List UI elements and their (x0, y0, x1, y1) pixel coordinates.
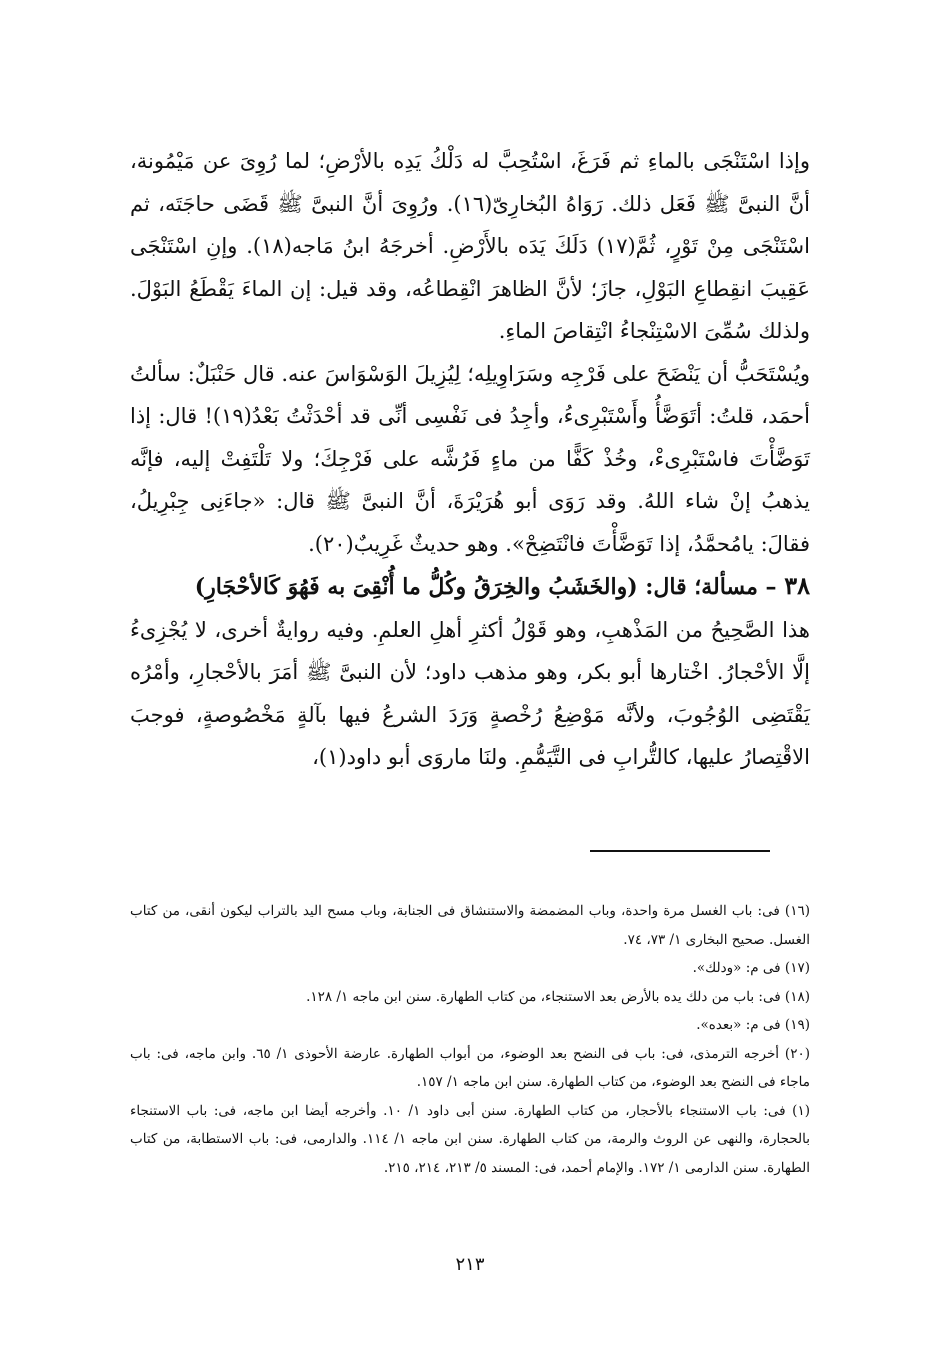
paragraph-2: ويُسْتَحَبُّ أن يَنْضَحَ على فَرْجِه وسَرَاوِيلِه؛ لِيُزِيلَ الوَسْوَاسَ عنه. قال حَنْبَلٌ: سألتُ أحمَد، قلتُ: أتَوَضَّأُ وأَسْتَبْرِىءُ، وأجِدُ فى نَفْسِى أنِّى قد أحْدَثْتُ بَعْدُ(١٩)! قال: إذا تَوَضَّأْتَ فاسْتَبْرِىءْ، وخُذْ كَفًّا من ماءٍ فَرُشَّه على فَرْجِكَ؛ ولا تَلْتَفِتْ إليه، فإنَّه يذهبُ إنْ شاء اللهُ. وقد رَوَى أبو هُرَيْرَةَ، أنَّ النبىَّ ﷺ قال: «جاءَنِى جِبْرِيلُ، فقالَ: يامُحمَّدُ، إذا تَوَضَّأْتَ فانْتَضِحْ». وهو حديثٌ غَرِيبٌ(٢٠). (130, 361, 810, 556)
footnotes (130, 897, 810, 1182)
main-text (130, 140, 810, 779)
section-heading (130, 565, 810, 609)
footnote-16: (١٦) فى: باب الغسل مرة واحدة، وباب المضمضة والاستنشاق فى الجنابة، وباب مسح اليد بالتراب ليكون أنقى، من كتاب الغسل. صحيح البخارى ١/ ٧٣، ٧٤. (130, 903, 810, 948)
section-quote: (والخَشَبُ والخِرَقُ وكُلُّ ما أُنْقِىَ به فَهُوَ كَالأحْجَارِ) (194, 574, 638, 600)
footnote-18: (١٨) فى: باب من دلك يده بالأرض بعد الاستنجاء، من كتاب الطهارة. سنن ابن ماجه ١/ ١٢٨. (306, 988, 810, 1005)
page-number: ٢١٣ (455, 1254, 485, 1275)
section-number: ٣٨ (784, 571, 810, 600)
paragraph-3: هذا الصَّحِيحُ من المَذْهبِ، وهو قَوْلُ أكثرِ أهلِ العلمِ. وفيه روايةٌ أخرى، لا يُجْزِىءُ إلَّا الأحْجارُ. اخْتارها أبو بكر، وهو مذهب داود؛ لأن النبىَّ ﷺ أمَرَ بالأحْجارِ، وأمْرُه يَقْتَضِى الوُجُوبَ، ولأنَّه مَوْضِعُ رُخْصةٍ وَرَدَ الشرعُ فيها بآلةٍ مَخْصُوصةٍ، فوجبَ الاقْتِصارُ عليها، كالتُّرابِ فى التَّيَمُّمِ. ولنَا ماروَى أبو داود(١)، (130, 617, 810, 769)
footnote-17: (١٧) فى م: «ودلك». (692, 960, 810, 976)
footnote-19: (١٩) فى م: «بعده». (696, 1017, 810, 1033)
section-label: – مسألة؛ قال: (637, 574, 777, 600)
footnote-divider (590, 850, 770, 852)
paragraph-1: وإذا اسْتَنْجَى بالماءِ ثم فَرَغَ، اسْتُحِبَّ له دَلْكُ يَدِه بالأرْضِ؛ لما رُوِىَ عن مَيْمُونة، أنَّ النبىَّ ﷺ فَعَل ذلك. رَوَاهُ البُخارِىّ(١٦). ورُوِىَ أنَّ النبىَّ ﷺ قَضَى حاجَتَه، ثم اسْتَنْجَى مِنْ تَوْرٍ، ثُمَّ(١٧) دَلَكَ يَدَه بالأَرْضِ. أخرجَهُ ابنُ مَاجه(١٨). وإنِ اسْتَنْجَى عَقِيبَ انقِطاعِ البَوْلِ، جازَ؛ لأنَّ الظاهرَ انْقِطاعُه، وقد قيل: إن الماءَ يَقْطَعُ البَوْلَ. ولذلك سُمِّىَ الاسْتِنْجاءُ انْتِقاصَ الماءِ. (130, 149, 810, 343)
footnote-20: (٢٠) أخرجه الترمذى، فى: باب فى النضح بعد الوضوء، من أبواب الطهارة. عارضة الأحوذى ١/ ٦٥. وابن ماجه، فى: باب ماجاء فى النضح بعد الوضوء، من كتاب الطهارة. سنن ابن ماجه ١/ ١٥٧. (130, 1045, 810, 1090)
footnote-1: (١) فى: باب الاستنجاء بالأحجار، من كتاب الطهارة. سنن أبى داود ١/ ١٠. وأخرجه أيضا ابن ماجه، فى: باب الاستنجاء بالحجارة، والنهى عن الروث والرمة، من كتاب الطهارة. سنن ابن ماجه ١/ ١١٤. والدارمى، فى: باب الاستطابة، من كتاب الطهارة. سنن الدارمى ١/ ١٧٢. والإمام أحمد، فى: المسند ٥/ ٢١٣، ٢١٤، ٢١٥. (130, 1102, 810, 1176)
